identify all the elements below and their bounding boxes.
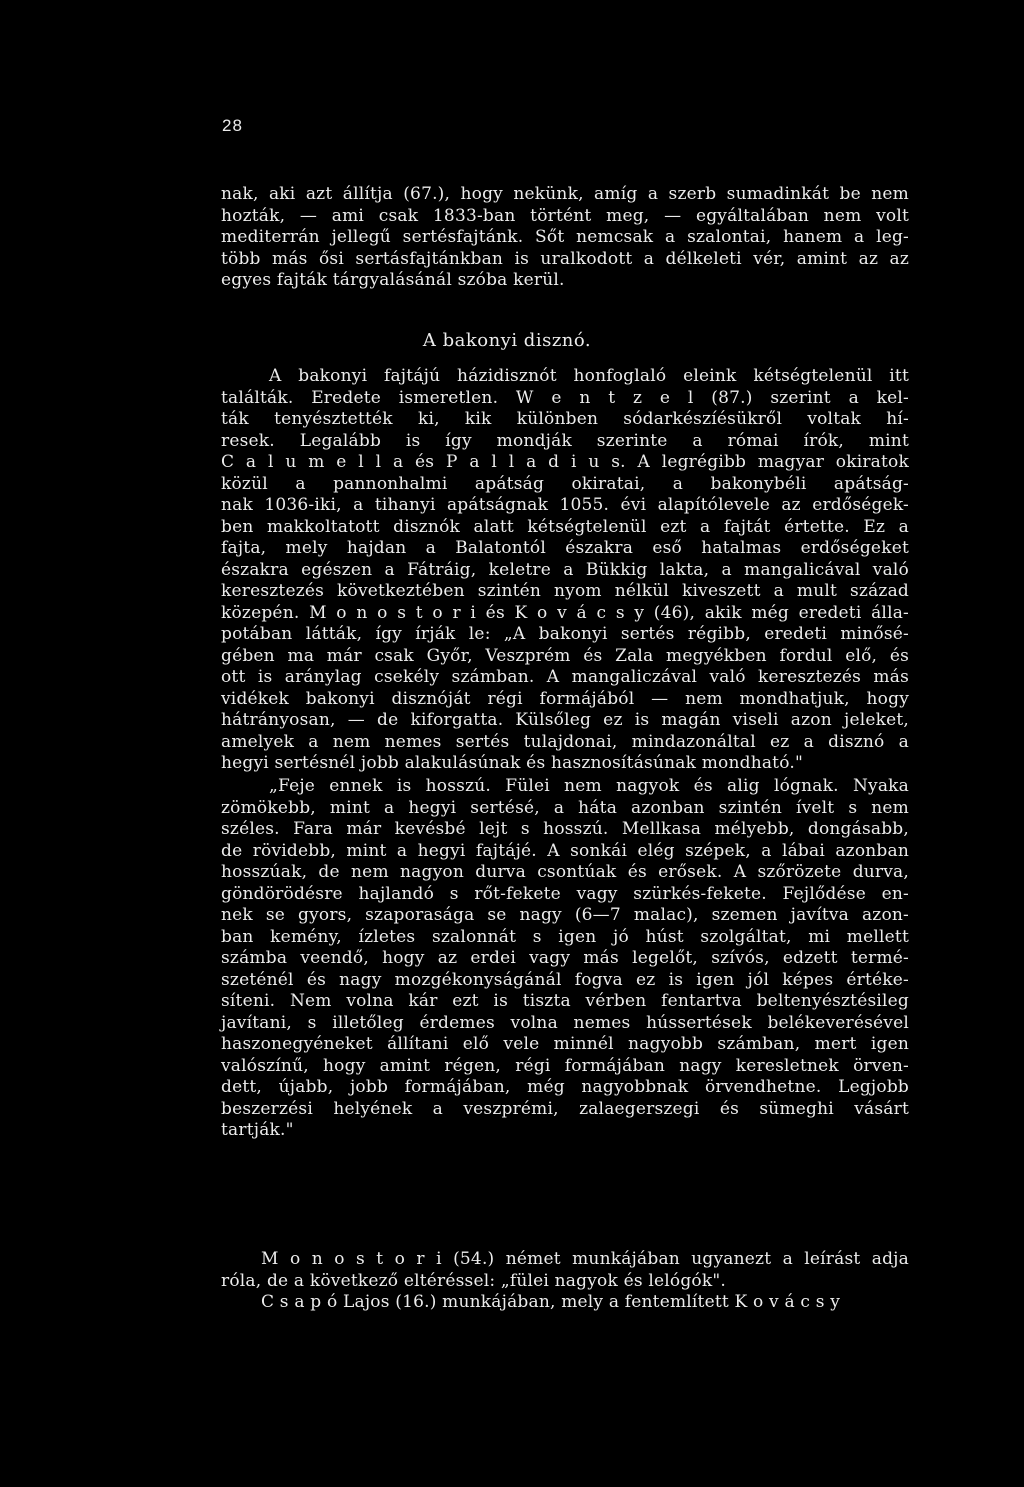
section-line: keresztezés következtében szintén nyom nélkül kiveszett a mult század xyxy=(221,581,909,601)
quote-line: zömökebb, mint a hegyi sertésé, a háta azonban szintén ívelt s nem xyxy=(221,797,909,818)
quote-line: de rövidebb, mint a hegyi fajtájé. A sonkái elég szépek, a lábai azonban xyxy=(221,840,909,861)
section-line: északra egészen a Fátráig, keletre a Bükkig lakta, a mangalicával való xyxy=(221,559,909,580)
section-line: amelyek a nem nemes sertés tulajdonai, mindazonáltal ez a disznó a xyxy=(221,731,909,752)
section-line: A bakonyi fajtájú házidisznót honfoglaló eleink kétségtelenül itt xyxy=(269,366,909,386)
quote-line: nek se gyors, szaporasága se nagy (6—7 malac), szemen javítva azon- xyxy=(221,905,909,925)
section-line: találták. Eredete ismeretlen. W e n t z e l (87.) szerint a kel- xyxy=(221,387,909,408)
section-line: vidékek bakonyi disznóját régi formájából — nem mondhatjuk, hogy xyxy=(221,688,909,709)
quote-line: síteni. Nem volna kár ezt is tiszta vérben fentartva beltenyésztésileg xyxy=(221,991,909,1011)
section-line: hegyi sertésnél jobb alakulásúnak és hasznosításúnak mondható." xyxy=(221,753,803,773)
section-title-text: A bakonyi disznó. xyxy=(422,330,592,351)
intro-line: mediterrán jellegű sertésfajtánk. Sőt nemcsak a szalontai, hanem a leg- xyxy=(221,227,909,247)
intro-line: nak, aki azt állítja (67.), hogy nekünk, amíg a szerb sumadinkát be nem xyxy=(221,184,909,204)
quote-line: haszonegyéneket állítani elő vele minnél nagyobb számban, mert igen xyxy=(221,1034,909,1054)
closing-line: C s a p ó Lajos (16.) munkájában, mely a fentemlített K o v á c s y xyxy=(261,1292,841,1312)
section-line: gében ma már csak Győr, Veszprém és Zala megyékben fordul elő, és xyxy=(221,645,909,666)
intro-paragraph xyxy=(221,184,909,292)
closing-paragraph xyxy=(221,1249,909,1314)
section-line: hátrányosan, — de kiforgatta. Külsőleg ez is magán viseli azon jeleket, xyxy=(221,710,909,730)
quote-line: széles. Fara már kevésbé lejt s hosszú. Mellkasa mélyebb, dongásabb, xyxy=(221,819,909,839)
section-line: C a l u m e l l a és P a l l a d i u s. A legrégibb magyar okiratok xyxy=(221,452,909,472)
section-title xyxy=(0,330,1024,351)
section-line: ták tenyésztették ki, kik különben sódarkészíésükről voltak hí- xyxy=(221,409,909,429)
quote-line: tartják." xyxy=(221,1120,294,1140)
section-line: fajta, mely hajdan a Balatontól északra eső hatalmas erdőségeket xyxy=(221,538,909,558)
quote-line: dett, újabb, jobb formájában, még nagyobbnak örvendhetne. Legjobb xyxy=(221,1077,909,1097)
section-line: resek. Legalább is így mondják szerinte a római írók, mint xyxy=(221,430,909,451)
quote-line: ban kemény, ízletes szalonnát s igen jó húst szolgáltat, mi mellett xyxy=(221,926,909,947)
closing-line: róla, de a következő eltéréssel: „fülei nagyok és lelógók". xyxy=(221,1270,726,1291)
section-line: ott is aránylag csekély számban. A mangaliczával való keresztezés más xyxy=(221,667,909,687)
section-line: közepén. M o n o s t o r i és K o v á c s y (46), akik még eredeti álla- xyxy=(221,602,909,623)
intro-line: egyes fajták tárgyalásánál szóba kerül. xyxy=(221,270,565,290)
quote-line: valószínű, hogy amint régen, régi formájában nagy keresletnek örven- xyxy=(221,1055,909,1076)
quote-line: számba veendő, hogy az erdei vagy más legelőt, szívós, edzett termé- xyxy=(221,948,909,968)
quote-line: hosszúak, de nem nagyon durva csontúak és erősek. A szőrözete durva, xyxy=(221,862,909,882)
quote-line: szeténél és nagy mozgékonyságánál fogva ez is igen jól képes értéke- xyxy=(221,969,909,990)
page-number: 28 xyxy=(222,116,243,135)
quote-line: beszerzési helyének a veszprémi, zalaegerszegi és sümeghi vásárt xyxy=(221,1098,909,1119)
quote-line: göndörödésre hajlandó s rőt-fekete vagy szürkés-fekete. Fejlődése en- xyxy=(221,883,909,904)
quote-line: javítani, s illetőleg érdemes volna nemes hússertések belékeverésével xyxy=(221,1012,909,1033)
quote-paragraph xyxy=(221,776,909,1142)
quote-line: „Feje ennek is hosszú. Fülei nem nagyok és alig lógnak. Nyaka xyxy=(269,776,909,796)
intro-line: több más ősi sertásfajtánkban is uralkodott a délkeleti vér, amint az az xyxy=(221,248,909,269)
section-line: közül a pannonhalmi apátság okiratai, a bakonybéli apátság- xyxy=(221,473,909,494)
section-line: ben makkoltatott disznók alatt kétségtelenül ezt a fajtát értette. Ez a xyxy=(221,516,909,537)
section-line: nak 1036-iki, a tihanyi apátságnak 1055. évi alapítólevele az erdőségek- xyxy=(221,495,909,515)
intro-line: hozták, — ami csak 1833-ban történt meg, — egyáltalában nem volt xyxy=(221,205,909,226)
section-line: potában látták, így írják le: „A bakonyi sertés régibb, eredeti minősé- xyxy=(221,624,909,644)
section-paragraph xyxy=(221,366,909,775)
closing-line: M o n o s t o r i (54.) német munkájában ugyanezt a leírást adja xyxy=(261,1249,909,1269)
